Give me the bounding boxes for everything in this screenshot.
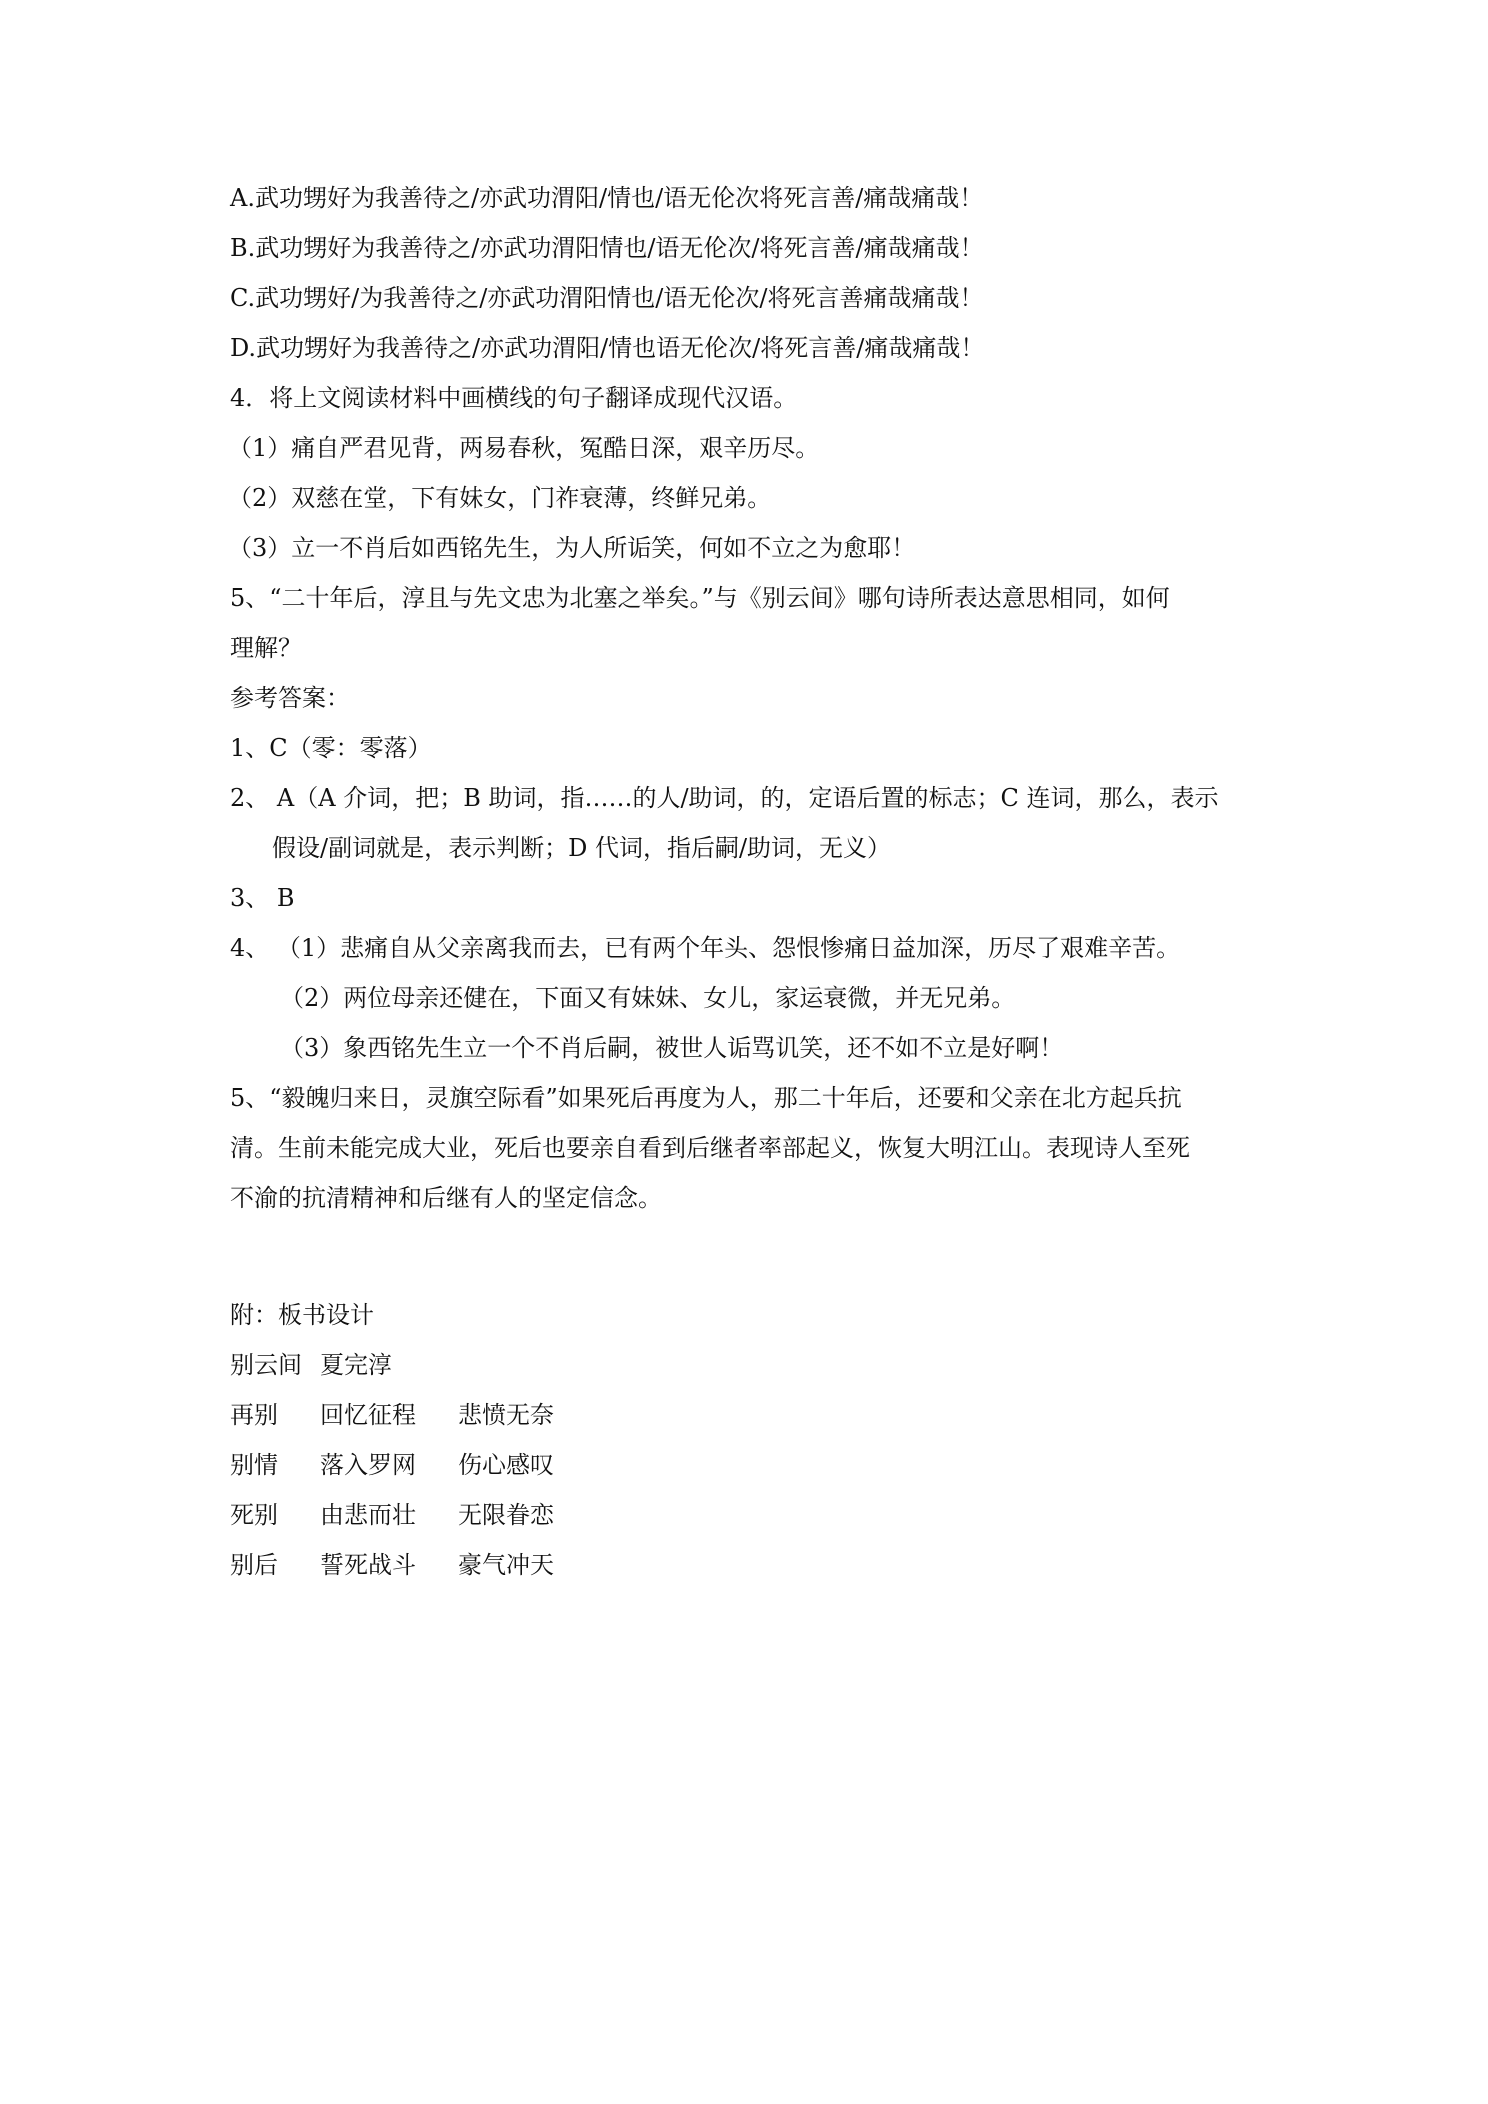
answer-5-line-2: 清。生前未能完成大业，死后也要亲自看到后继者率部起义，恢复大明江山。表现诗人至死 [230,1134,1190,1162]
option-c: C.武功甥好/为我善待之/亦武功渭阳情也/语无伦次/将死言善痛哉痛哉！ [230,284,984,312]
board-cell: 由悲而壮 [320,1501,416,1529]
question-4-sentence-3: （3）立一不肖后如西铭先生，为人所诟笑，何如不立之为愈耶！ [228,534,916,562]
question-4-title: 4．将上文阅读材料中画横线的句子翻译成现代汉语。 [230,384,798,412]
board-cell: 悲愤无奈 [458,1401,554,1429]
answer-3: 3、 B [230,884,295,912]
board-cell: 再别 [230,1401,278,1429]
board-cell: 别情 [230,1451,278,1479]
board-cell: 回忆征程 [320,1401,416,1429]
answer-4-part-2: （2）两位母亲还健在，下面又有妹妹、女儿，家运衰微，并无兄弟。 [280,984,1016,1012]
board-row [230,1399,598,1431]
question-5-line-2: 理解？ [230,634,302,662]
answer-1: 1、C（零：零落） [230,734,432,762]
answers-heading: 参考答案： [230,684,350,712]
board-cell: 无限眷恋 [458,1501,554,1529]
board-title-row [230,1349,392,1381]
board-cell: 豪气冲天 [458,1551,554,1579]
answer-2-line-2: 假设/副词就是，表示判断；D 代词，指后嗣/助词，无义） [272,834,892,862]
board-cell: 别后 [230,1551,278,1579]
board-title: 别云间 [230,1351,302,1379]
board-row [230,1499,598,1531]
board-author: 夏完淳 [320,1351,392,1379]
option-a: A.武功甥好为我善待之/亦武功渭阳/情也/语无伦次将死言善/痛哉痛哉！ [230,184,984,212]
board-design-heading: 附：板书设计 [230,1301,374,1329]
answer-2-line-1: 2、 A（A 介词，把；B 助词，指……的人/助词，的，定语后置的标志；C 连词，那么，表示 [230,784,1219,812]
answer-5-line-1: 5、“毅魄归来日，灵旗空际看”如果死后再度为人，那二十年后，还要和父亲在北方起兵抗 [230,1084,1182,1112]
board-row [230,1449,598,1481]
board-cell: 伤心感叹 [458,1451,554,1479]
answer-5-line-3: 不渝的抗清精神和后继有人的坚定信念。 [230,1184,662,1212]
board-row [230,1549,598,1581]
option-b: B.武功甥好为我善待之/亦武功渭阳情也/语无伦次/将死言善/痛哉痛哉！ [230,234,984,262]
question-4-sentence-1: （1）痛自严君见背，两易春秋，冤酷日深，艰辛历尽。 [228,434,820,462]
board-cell: 誓死战斗 [320,1551,416,1579]
option-d: D.武功甥好为我善待之/亦武功渭阳/情也语无伦次/将死言善/痛哉痛哉！ [230,334,985,362]
board-cell: 落入罗网 [320,1451,416,1479]
question-5-line-1: 5、“二十年后，淳且与先文忠为北塞之举矣。”与《别云间》哪句诗所表达意思相同，如何 [230,584,1170,612]
answer-4-part-3: （3）象西铭先生立一个不肖后嗣，被世人诟骂讥笑，还不如不立是好啊！ [280,1034,1064,1062]
board-cell: 死别 [230,1501,278,1529]
question-4-sentence-2: （2）双慈在堂，下有妹女，门祚衰薄，终鲜兄弟。 [228,484,772,512]
answer-4-part-1: 4、 （1）悲痛自从父亲离我而去，已有两个年头、怨恨惨痛日益加深，历尽了艰难辛苦。 [230,934,1181,962]
